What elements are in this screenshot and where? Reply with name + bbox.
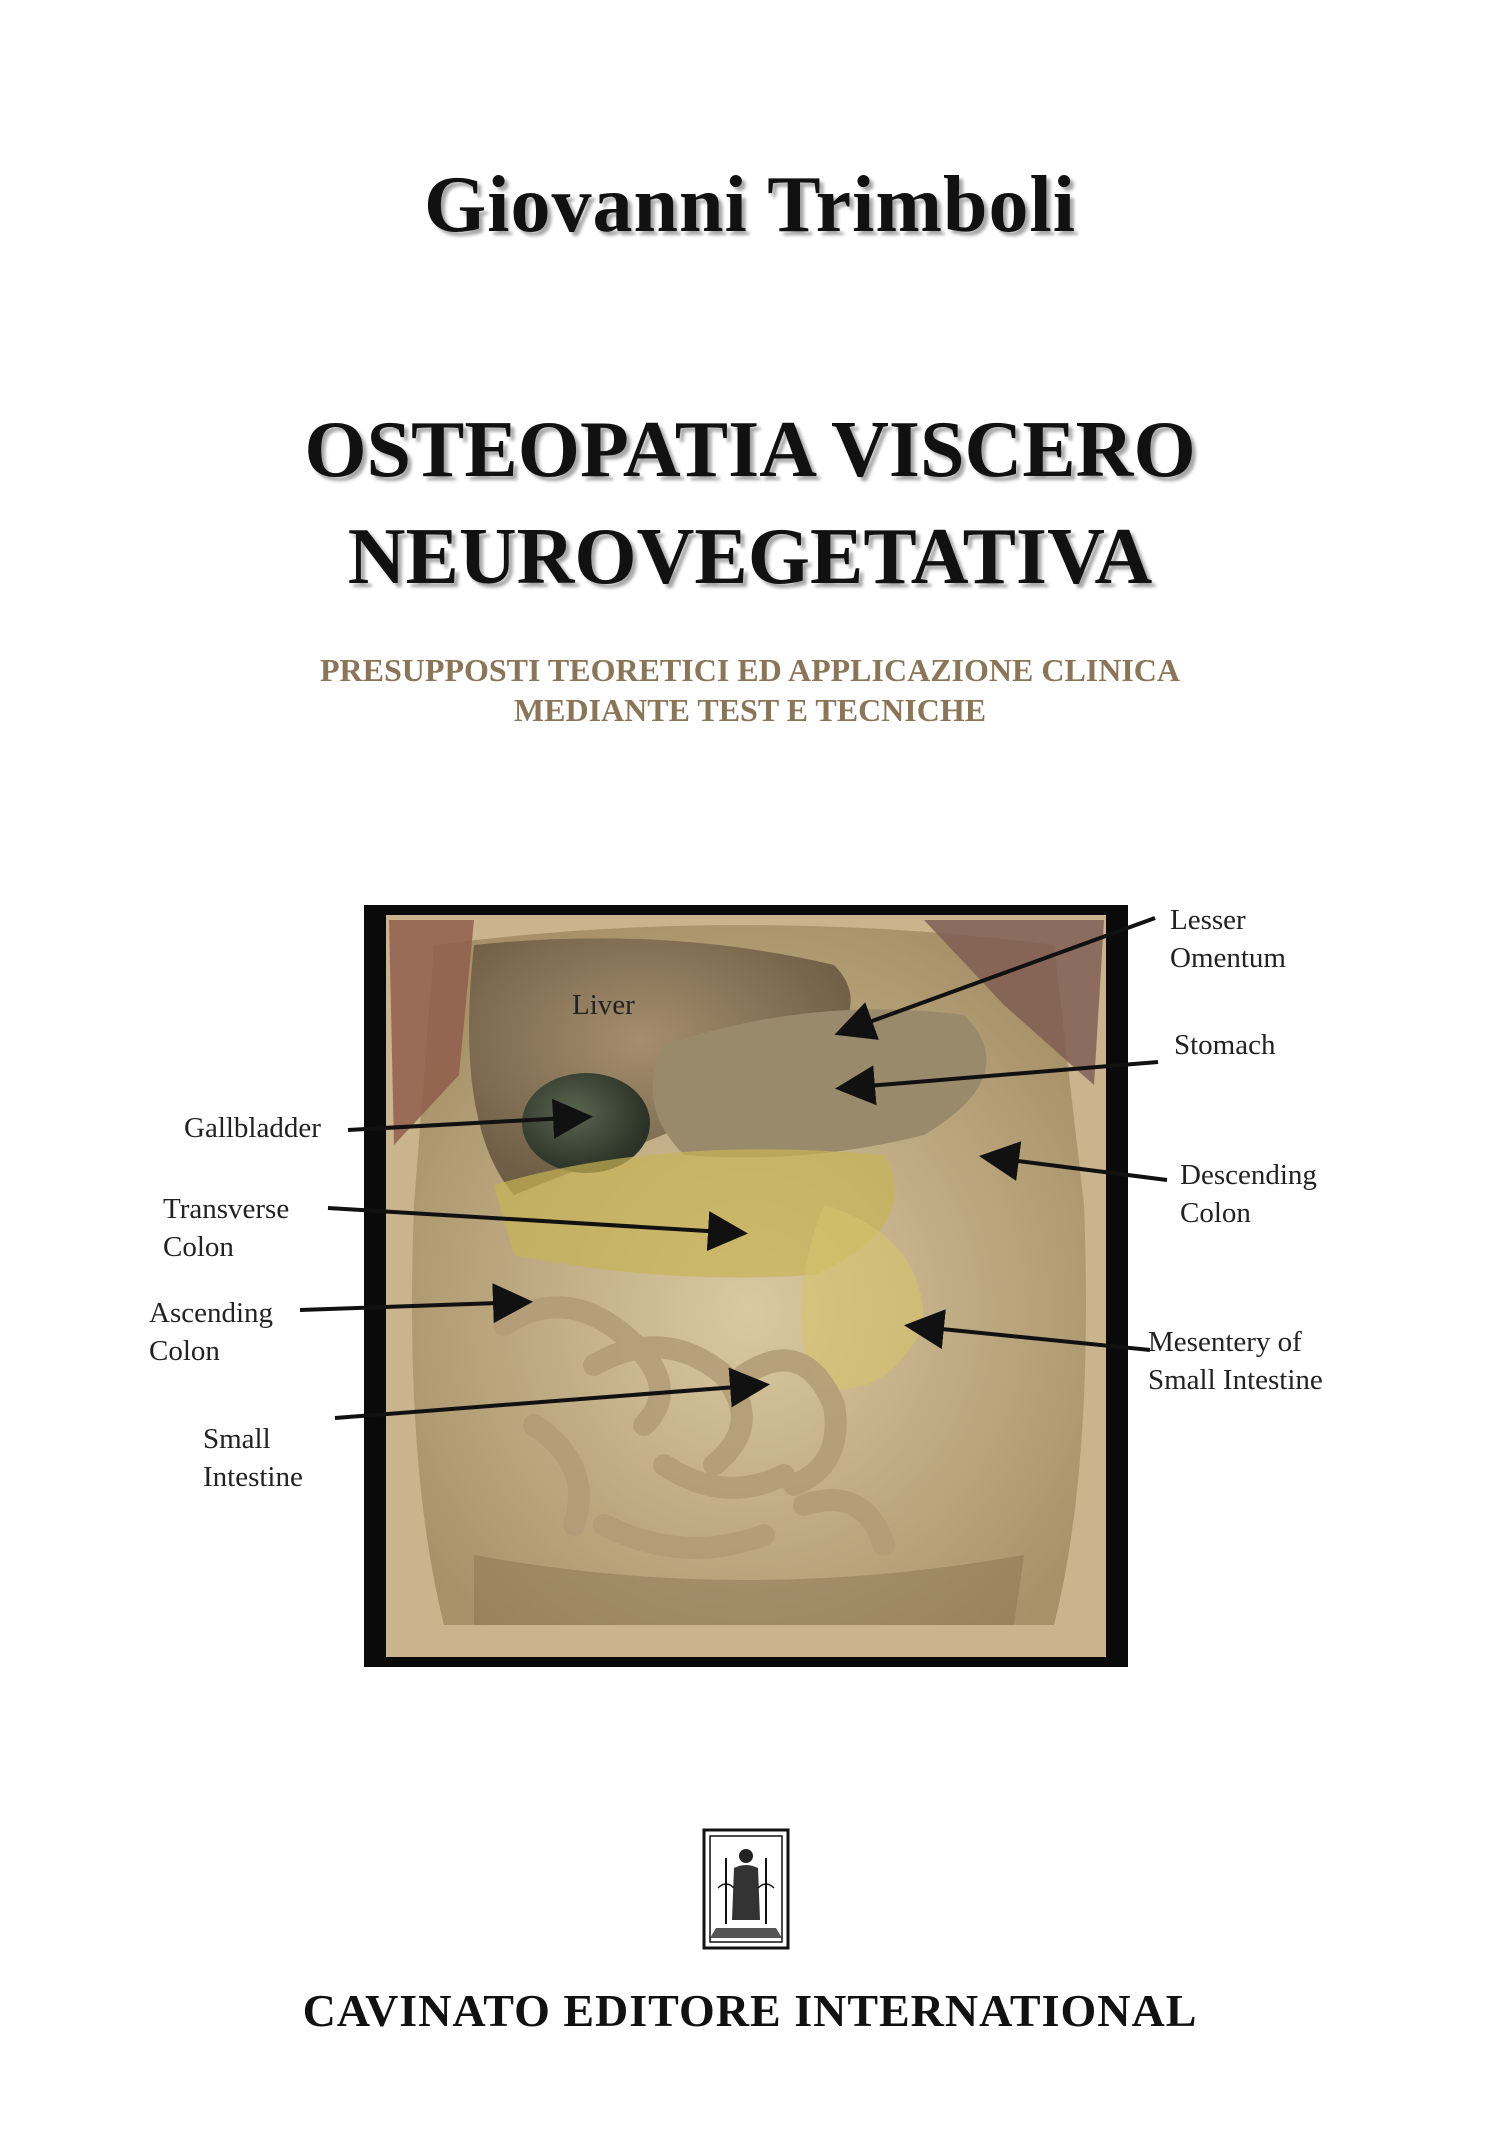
label-small-intestine bbox=[203, 1420, 303, 1496]
publisher-logo bbox=[702, 1828, 790, 1950]
subtitle-line-2: MEDIANTE TEST E TECNICHE bbox=[513, 692, 987, 728]
publisher-name: CAVINATO EDITORE INTERNATIONAL bbox=[302, 1985, 1198, 2036]
liver-label: Liver bbox=[572, 989, 635, 1021]
label-gallbladder-text: Gallbladder bbox=[184, 1112, 321, 1144]
author-name: Giovanni Trimboli bbox=[424, 161, 1076, 249]
label-lesser-line1: Lesser bbox=[1170, 904, 1246, 936]
label-descending-line1: Descending bbox=[1180, 1159, 1317, 1191]
label-transverse-line1: Transverse bbox=[163, 1193, 290, 1225]
label-transverse-colon bbox=[163, 1190, 289, 1266]
subtitle-line-1: PRESUPPOSTI TEORETICI ED APPLICAZIONE CLINICA bbox=[319, 652, 1181, 688]
title-line-2: NEUROVEGETATIVA bbox=[347, 513, 1153, 601]
label-mesentery-line2: Small Intestine bbox=[1148, 1364, 1323, 1396]
label-small-line2: Intestine bbox=[203, 1461, 303, 1493]
label-small-line1: Small bbox=[203, 1423, 271, 1455]
label-descending-colon bbox=[1180, 1156, 1317, 1232]
label-descending-line2: Colon bbox=[1180, 1197, 1251, 1229]
anatomy-photo bbox=[364, 905, 1128, 1667]
label-ascending-line1: Ascending bbox=[149, 1297, 274, 1329]
label-mesentery bbox=[1148, 1323, 1323, 1399]
label-ascending-line2: Colon bbox=[149, 1335, 220, 1367]
label-gallbladder bbox=[184, 1109, 321, 1147]
label-lesser-line2: Omentum bbox=[1170, 942, 1286, 974]
label-mesentery-line1: Mesentery of bbox=[1148, 1326, 1302, 1358]
label-transverse-line2: Colon bbox=[163, 1231, 234, 1263]
title-line-1: OSTEOPATIA VISCERO bbox=[304, 406, 1196, 494]
label-ascending-colon bbox=[149, 1294, 273, 1370]
label-stomach-text: Stomach bbox=[1174, 1029, 1276, 1061]
label-stomach bbox=[1174, 1026, 1276, 1064]
label-lesser-omentum bbox=[1170, 901, 1286, 977]
